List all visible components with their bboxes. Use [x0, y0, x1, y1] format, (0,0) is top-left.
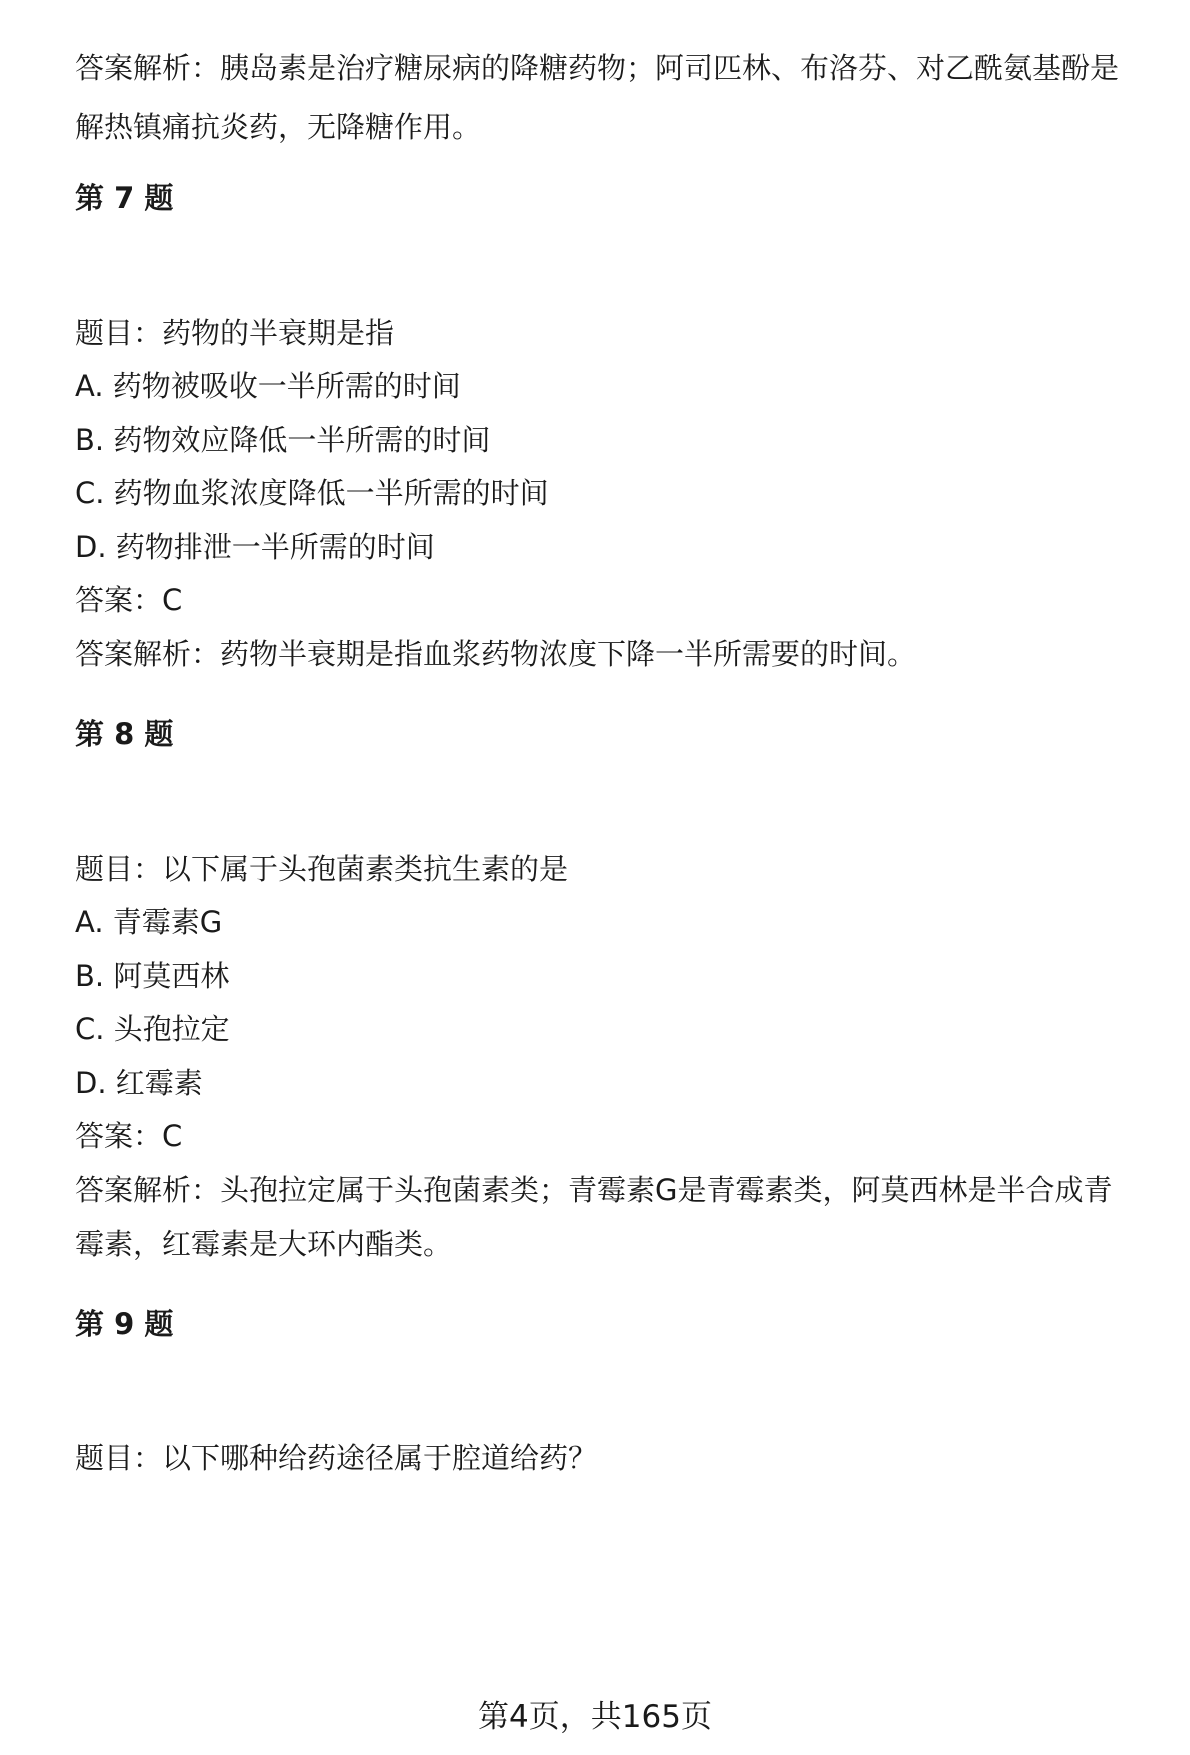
q7-option-d: D. 药物排泄一半所需的时间	[75, 530, 435, 564]
q7-answer: 答案：C	[75, 583, 183, 617]
q8-question: 题目：以下属于头孢菌素类抗生素的是	[75, 852, 569, 886]
q7-explanation: 答案解析：药物半衰期是指血浆药物浓度下降一半所需要的时间。	[75, 637, 917, 671]
q7-option-b: B. 药物效应降低一半所需的时间	[75, 423, 491, 457]
q7-option-c: C. 药物血浆浓度降低一半所需的时间	[75, 476, 549, 510]
q8-option-c: C. 头孢拉定	[75, 1012, 230, 1046]
q7-option-a: A. 药物被吸收一半所需的时间	[75, 369, 461, 403]
q9-question: 题目：以下哪种给药途径属于腔道给药？	[75, 1441, 598, 1475]
q8-heading: 第 8 题	[75, 717, 174, 751]
q6-explanation-line1: 答案解析：胰岛素是治疗糖尿病的降糖药物；阿司匹林、布洛芬、对乙酰氨基酚是	[75, 51, 1120, 85]
q8-option-d: D. 红霉素	[75, 1066, 203, 1100]
q8-explanation-line1: 答案解析：头孢拉定属于头孢菌素类；青霉素G是青霉素类，阿莫西林是半合成青	[75, 1173, 1113, 1207]
q9-heading: 第 9 题	[75, 1307, 174, 1341]
q8-option-b: B. 阿莫西林	[75, 959, 230, 993]
q7-question: 题目：药物的半衰期是指	[75, 316, 395, 350]
page-number-footer: 第4页，共165页	[478, 1699, 712, 1735]
q8-option-a: A. 青霉素G	[75, 905, 223, 939]
q7-heading: 第 7 题	[75, 181, 174, 215]
q8-explanation-line2: 霉素，红霉素是大环内酯类。	[75, 1227, 453, 1261]
q8-answer: 答案：C	[75, 1119, 183, 1153]
q6-explanation-line2: 解热镇痛抗炎药，无降糖作用。	[75, 110, 482, 144]
